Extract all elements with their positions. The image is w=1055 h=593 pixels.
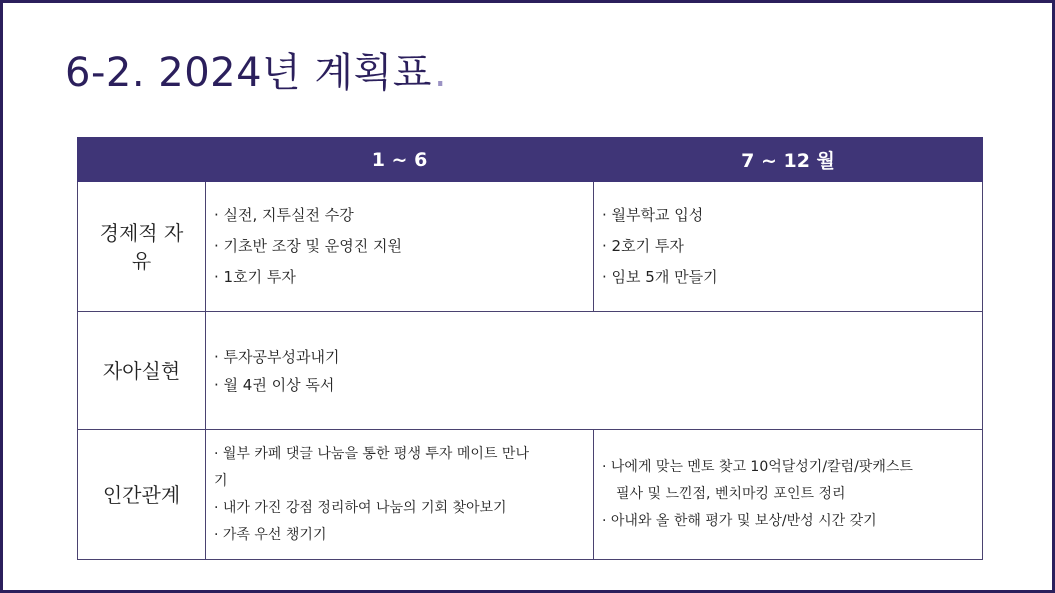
- row-category: [78, 182, 206, 312]
- category-label: 자아실현: [102, 358, 181, 383]
- table-row: [78, 430, 983, 560]
- second-half-cell: [594, 430, 983, 560]
- list-item: · 아내와 올 한해 평가 및 보상/반성 시간 갖기: [602, 513, 877, 529]
- header-empty: [78, 138, 206, 182]
- list-item: 필사 및 느낀점, 벤치마킹 포인트 정리: [616, 486, 846, 502]
- list-item: · 월 4권 이상 독서: [214, 375, 335, 394]
- list-item: · 내가 가진 강점 정리하여 나눔의 기회 찾아보기: [214, 499, 507, 516]
- row-category: [78, 312, 206, 430]
- list-item: · 기초반 조장 및 운영진 지원: [214, 237, 402, 255]
- first-half-cell: [206, 182, 594, 312]
- list-item: · 월부 카페 댓글 나눔을 통한 평생 투자 메이트 만나: [214, 445, 529, 462]
- plan-table: [77, 137, 983, 560]
- category-label: 경제적 자유: [99, 220, 184, 273]
- table-row: [78, 312, 983, 430]
- list-item: · 나에게 맞는 멘토 찾고 10억달성기/칼럼/팟캐스트: [602, 459, 913, 475]
- list-item: · 2호기 투자: [602, 237, 684, 255]
- second-half-cell: [594, 182, 983, 312]
- category-label: 인간관계: [102, 482, 181, 507]
- header-first-half: 1 ~ 6: [206, 138, 594, 182]
- list-item: · 실전, 지투실전 수강: [214, 206, 354, 224]
- title-dot: .: [433, 50, 448, 96]
- list-item: · 월부학교 입성: [602, 206, 704, 224]
- full-year-cell: [206, 312, 983, 430]
- table-row: [78, 182, 983, 312]
- list-item: · 투자공부성과내기: [214, 347, 340, 366]
- list-item: 기: [214, 472, 228, 489]
- header-second-half: 7 ~ 12 월: [594, 138, 983, 182]
- list-item: · 임보 5개 만들기: [602, 268, 718, 286]
- title-text: 6-2. 2024년 계획표: [65, 50, 432, 96]
- row-category: [78, 430, 206, 560]
- table-header-row: [78, 138, 983, 182]
- first-half-cell: [206, 430, 594, 560]
- list-item: · 1호기 투자: [214, 268, 296, 286]
- page-title: [65, 41, 447, 98]
- list-item: · 가족 우선 챙기기: [214, 526, 327, 543]
